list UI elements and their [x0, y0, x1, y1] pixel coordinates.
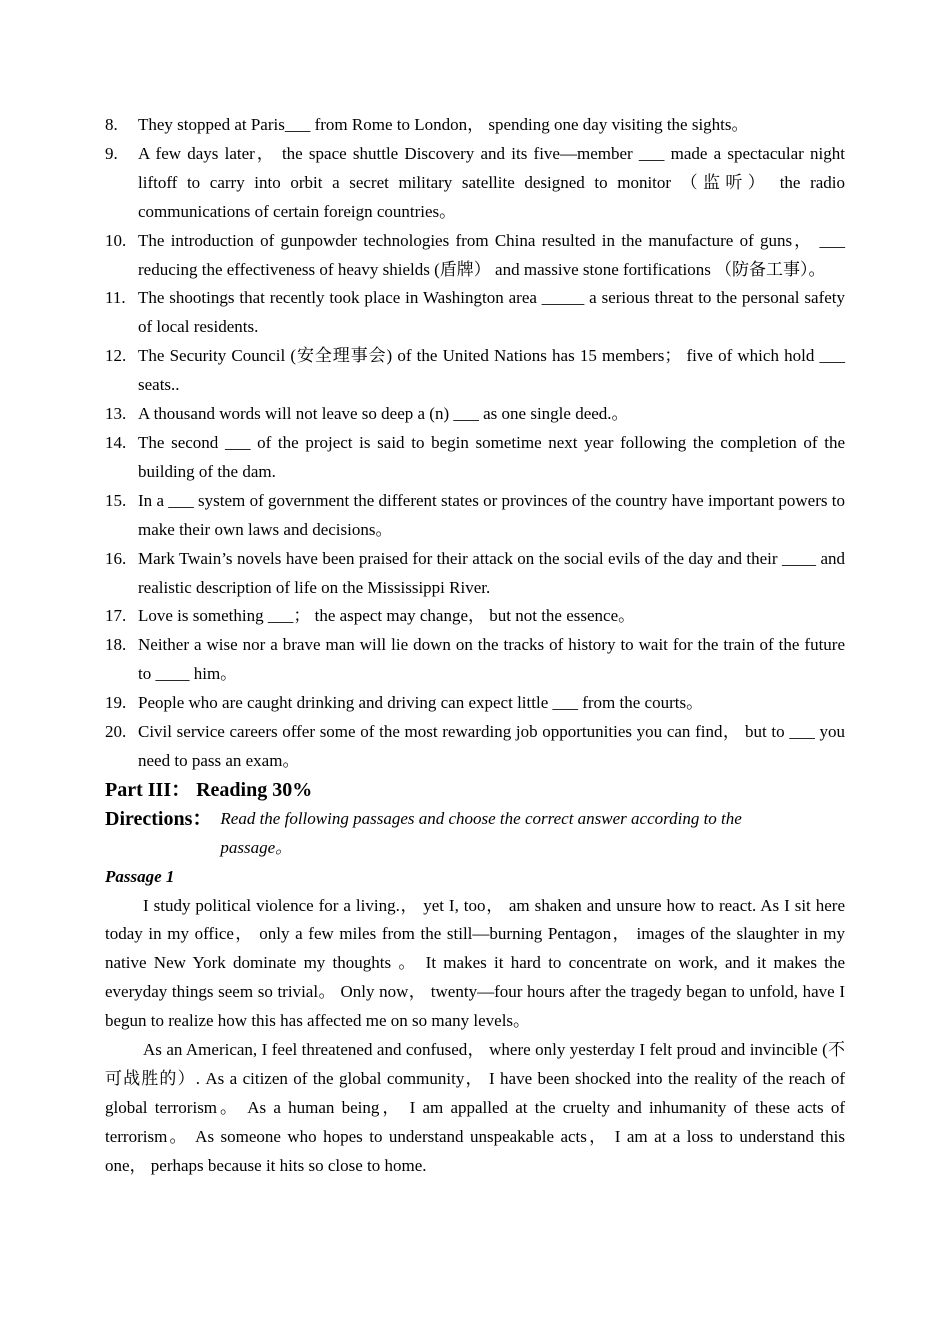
part-heading: Part III： Reading 30%: [105, 778, 313, 801]
question-number: 20.: [105, 722, 127, 742]
question-number: 14.: [105, 432, 127, 452]
question-text: People who are caught drinking and driving can expect little ___ from the courts。: [138, 693, 704, 713]
question-number: 9.: [105, 143, 118, 163]
question-number: 19.: [105, 693, 127, 713]
question-item: [105, 545, 845, 603]
question-text: Neither a wise nor a brave man will lie down on the tracks of history to wait for the train of the future to ____ him。: [138, 635, 845, 684]
question-item: [105, 400, 845, 429]
question-list: [105, 111, 845, 776]
question-text: A thousand words will not leave so deep a (n) ___ as one single deed.。: [138, 404, 629, 424]
question-text: The Security Council (安全理事会) of the United Nations has 15 members； five of which hold ___ seats..: [138, 346, 845, 395]
question-text: The introduction of gunpowder technologies from China resulted in the manufacture of guns， ___ reducing the effectiveness of heavy shields (盾牌） and massive stone fortifications （防备工事）。: [138, 230, 845, 279]
question-number: 13.: [105, 404, 127, 424]
question-item: [105, 140, 845, 227]
passage-title: Passage 1: [105, 866, 175, 886]
question-text: Civil service careers offer some of the most rewarding job opportunities you can find， but to ___ you need to pass an exam。: [138, 722, 845, 770]
question-number: 17.: [105, 606, 127, 626]
document-page: [105, 111, 845, 1181]
question-number: 10.: [105, 230, 127, 250]
question-item: [105, 111, 845, 140]
question-text: They stopped at Paris___ from Rome to London， spending one day visiting the sights。: [138, 115, 749, 134]
question-item: [105, 631, 845, 689]
question-text: Love is something ___； the aspect may change， but not the essence。: [138, 606, 636, 626]
question-item: [105, 227, 845, 285]
question-item: [105, 689, 845, 718]
question-text: The second ___ of the project is said to begin sometime next year following the completion of the building of the dam.: [138, 432, 845, 481]
question-number: 16.: [105, 548, 127, 568]
passage-paragraph: I study political violence for a living.， yet I, too， am shaken and unsure how to react. As I sit here today in my office， only a few miles from the still—burning Pentagon， images of the slaughter in my native New York dominate my thoughts 。 It makes it hard to concentrate on work, and it makes the everyday things seem so trivial。 Only now， twenty—four hours after the tragedy began to unfold, have I begun to realize how this has affected me on so many levels。: [105, 895, 845, 1031]
question-text: A few days later， the space shuttle Discovery and its five—member ___ made a spectacular night liftoff to carry into orbit a secret military satellite designed to monitor （监听） the radio communications of certain foreign countries。: [138, 143, 845, 221]
question-item: [105, 487, 845, 545]
question-item: [105, 342, 845, 400]
question-text: Mark Twain’s novels have been praised for their attack on the social evils of the day and their ____ and realistic description of life on the Mississippi River.: [138, 548, 845, 597]
question-number: 11.: [105, 288, 126, 308]
question-number: 8.: [105, 115, 118, 134]
question-text: The shootings that recently took place in Washington area _____ a serious threat to the personal safety of local residents.: [138, 288, 845, 337]
question-number: 18.: [105, 635, 127, 655]
question-number: 12.: [105, 346, 127, 366]
directions-line: Read the following passages and choose the correct answer according to the: [220, 808, 742, 828]
question-item: [105, 718, 845, 776]
passage-paragraph: As an American, I feel threatened and confused， where only yesterday I felt proud and invincible (不可战胜的）. As a citizen of the global community， I have been shocked into the reality of the reach of global terrorism。 As a human being， I am appalled at the cruelty and inhumanity of these acts of terrorism。 As someone who hopes to understand unspeakable acts， I am at a loss to understand this one， perhaps because it hits so close to home.: [105, 1040, 845, 1175]
directions-label: Directions：: [105, 807, 213, 830]
question-item: [105, 429, 845, 487]
question-item: [105, 602, 845, 631]
question-item: [105, 284, 845, 342]
directions-text: [220, 805, 845, 863]
directions: [105, 805, 845, 863]
question-number: 15.: [105, 490, 127, 510]
directions-line-cont: passage。: [220, 837, 293, 857]
question-text: In a ___ system of government the different states or provinces of the country have important powers to make their own laws and decisions。: [138, 490, 845, 539]
